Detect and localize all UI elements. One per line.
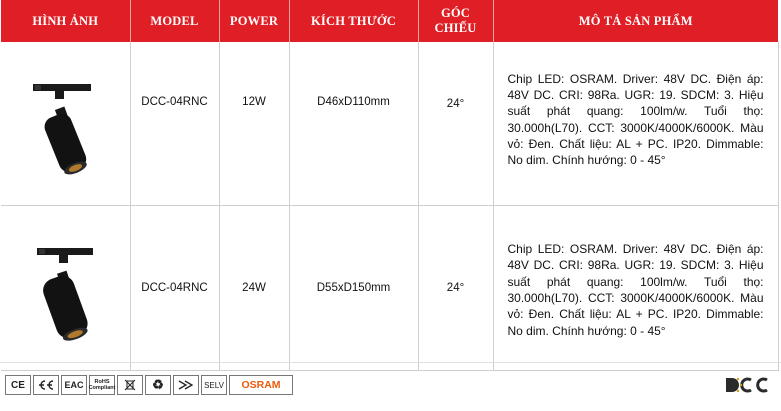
header-size: KÍCH THƯỚC — [289, 0, 418, 42]
angle-cell — [418, 42, 493, 206]
weee-bin-icon — [117, 375, 143, 395]
erp-mark-icon — [33, 375, 59, 395]
track-light-image — [1, 42, 130, 202]
header-model: MODEL — [130, 0, 219, 42]
product-image-cell — [1, 42, 130, 206]
table-row — [1, 42, 778, 206]
header-row — [1, 0, 778, 42]
ce-mark-icon: CE — [5, 375, 31, 395]
osram-logo: OSRAM — [229, 375, 293, 395]
header-angle: GÓC CHIẾU — [418, 0, 493, 42]
power-cell — [219, 42, 289, 206]
track-light-image — [1, 206, 130, 367]
cb-mark-icon — [173, 375, 199, 395]
model-value: DCC-04RNC — [141, 282, 208, 294]
desc-text: Chip LED: OSRAM. Driver: 48V DC. Điện áp: 48V DC. CRI: 98Ra. UGR: 19. SDCM: 3. Hiệu suất phát quang: 100lm/w. Tuổi thọ: 30.000h(L70). CCT: 3000K/4000K/6000K. Màu vỏ: Đen. Chất liệu: AL + PC. IP20. Dimmable: No dim. Chính hướng: 0 - 45° — [507, 242, 764, 338]
rohs-mark-icon: RoHS Compliant — [89, 375, 115, 395]
size-cell — [289, 206, 418, 371]
angle-value: 24° — [446, 282, 465, 294]
power-cell — [219, 206, 289, 371]
model-cell — [130, 206, 219, 371]
power-value: 24W — [242, 282, 266, 294]
certification-logos — [5, 375, 293, 395]
power-value: 12W — [242, 95, 266, 108]
size-value: D46xD110mm — [317, 95, 390, 108]
desc-text: Chip LED: OSRAM. Driver: 48V DC. Điện áp: 48V DC. CRI: 98Ra. UGR: 19. SDCM: 3. Hiệu suất phát quang: 100lm/w. Tuổi thọ: 30.000h(L70). CCT: 3000K/4000K/6000K. Màu vỏ: Đen. Chất liệu: AL + PC. IP20. Dimmable: No dim. Chính hướng: 0 - 45° — [507, 71, 764, 168]
header-power: POWER — [219, 0, 289, 42]
size-value: D55xD150mm — [316, 282, 391, 294]
model-cell — [130, 42, 219, 206]
product-table — [1, 0, 779, 371]
table-row — [1, 206, 778, 371]
recycle-icon: ♻ — [145, 375, 171, 395]
size-cell — [289, 42, 418, 206]
model-value: DCC-04RNC — [141, 95, 208, 108]
selv-mark-icon: SELV — [201, 375, 227, 395]
footer — [0, 362, 781, 411]
desc-cell — [493, 206, 778, 371]
angle-value: 24° — [446, 97, 465, 110]
header-image: HÌNH ẢNH — [1, 0, 130, 42]
desc-cell — [493, 42, 778, 206]
product-image-cell — [1, 206, 130, 371]
header-desc: MÔ TẢ SẢN PHẨM — [493, 0, 778, 42]
eac-mark-icon: EAC — [61, 375, 87, 395]
dcc-logo — [723, 375, 775, 395]
angle-cell — [418, 206, 493, 371]
